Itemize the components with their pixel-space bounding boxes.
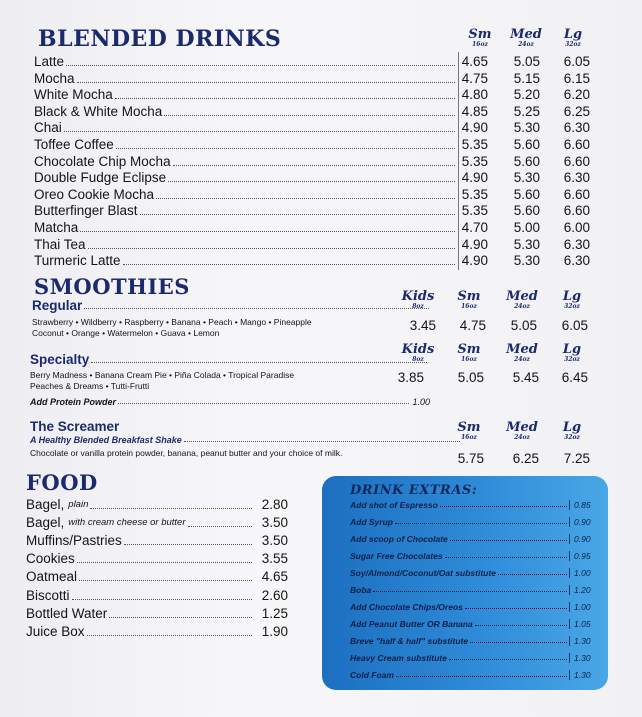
dot-leader xyxy=(79,580,252,581)
dot-leader xyxy=(64,131,455,132)
dot-leader xyxy=(184,441,460,442)
dot-leader xyxy=(470,642,567,643)
menu-item-name: Toffee Coffee xyxy=(34,137,114,152)
extra-item-name: Add Chocolate Chips/Oreos xyxy=(350,602,463,612)
dot-leader xyxy=(116,148,455,149)
menu-item-row xyxy=(34,252,458,269)
regular-sm-price: 4.75 xyxy=(459,318,486,333)
size-label: Sm xyxy=(457,342,481,357)
size-ounces: 16oz xyxy=(461,356,477,363)
price-lg: 6.25 xyxy=(563,103,590,119)
smoothies-title: SMOOTHIES xyxy=(34,274,190,299)
menu-item-name: Thai Tea xyxy=(34,236,86,252)
size-header-med xyxy=(502,421,542,441)
size-header-sm xyxy=(449,343,489,363)
food-item-price: 3.55 xyxy=(261,551,288,567)
size-header-lg xyxy=(552,343,592,363)
size-ounces: 16oz xyxy=(472,41,488,48)
price-sm: 4.80 xyxy=(461,87,488,103)
menu-item-name: Double Fudge Eclipse xyxy=(34,170,167,186)
dot-leader xyxy=(168,181,455,182)
price-med: 5.15 xyxy=(513,70,540,86)
dot-leader xyxy=(188,526,252,527)
extra-item-row xyxy=(350,512,598,527)
extra-item-price: 0.90 xyxy=(569,517,598,527)
menu-item-row xyxy=(34,136,458,153)
extra-item-name: Add Syrup xyxy=(350,517,393,527)
extra-item-price: 1.00 xyxy=(569,602,598,612)
dot-leader xyxy=(123,264,455,265)
regular-flavors-line1: Strawberry • Wildberry • Raspberry • Banana • Peach • Mango • Pineapple xyxy=(32,317,312,327)
extra-item-name: Breve "half & half" substitute xyxy=(350,636,469,646)
dot-leader xyxy=(164,115,455,116)
size-ounces: 24oz xyxy=(514,356,530,363)
extra-item-price: 0.85 xyxy=(569,500,598,510)
dot-leader xyxy=(91,362,427,363)
protein-row xyxy=(30,397,430,407)
extra-item-price: 1.00 xyxy=(569,568,598,578)
price-med: 5.25 xyxy=(513,103,540,119)
food-item-name: Cookies xyxy=(26,551,75,567)
dot-leader xyxy=(124,544,252,545)
screamer-lg-price: 7.25 xyxy=(563,451,590,466)
menu-item-row xyxy=(34,153,458,170)
size-label: Sm xyxy=(457,420,481,435)
extra-item-name: Soy/Almond/Coconut/Oat substitute xyxy=(350,568,496,578)
dot-leader xyxy=(396,676,567,677)
food-item-name: Juice Box xyxy=(26,623,85,639)
extra-item-name: Add Peanut Butter OR Banana xyxy=(350,619,473,629)
regular-smoothie-label xyxy=(32,298,432,313)
price-lg: 6.30 xyxy=(563,236,590,252)
screamer-title: The Screamer xyxy=(30,419,120,434)
extra-item-price: 0.95 xyxy=(569,551,598,561)
food-item-row xyxy=(26,587,288,604)
dot-leader xyxy=(118,403,409,404)
blended-drinks-title: BLENDED DRINKS xyxy=(38,26,282,52)
food-item-name: Muffins/Pastries xyxy=(26,533,122,549)
specialty-lg-price: 6.45 xyxy=(561,370,588,385)
extra-item-row xyxy=(350,580,598,595)
price-lg: 6.60 xyxy=(563,186,590,202)
price-med: 5.60 xyxy=(513,186,540,202)
extra-item-name: Heavy Cream substitute xyxy=(350,653,447,663)
extra-item-price: 1.30 xyxy=(569,636,598,646)
menu-item-row xyxy=(34,86,458,103)
price-sm: 4.70 xyxy=(461,220,488,235)
price-med: 5.60 xyxy=(513,203,540,219)
size-label: Med xyxy=(506,342,538,357)
extra-item-row xyxy=(350,546,598,561)
price-med: 5.30 xyxy=(513,253,540,269)
food-item-price: 2.60 xyxy=(261,587,288,603)
price-med: 5.60 xyxy=(513,137,540,152)
dot-leader xyxy=(449,659,567,660)
size-ounces: 32oz xyxy=(565,41,581,48)
menu-item-name: Turmeric Latte xyxy=(34,253,121,269)
menu-item-name: Black & White Mocha xyxy=(34,103,163,119)
screamer-tagline-row xyxy=(30,435,460,445)
food-item-price: 1.25 xyxy=(261,605,288,621)
extra-item-price: 0.90 xyxy=(569,534,598,544)
price-lg: 6.30 xyxy=(563,253,590,269)
menu-item-name: Matcha xyxy=(34,220,79,235)
dot-leader xyxy=(66,65,455,66)
extra-item-price: 1.30 xyxy=(569,653,598,663)
dot-leader xyxy=(87,635,252,636)
specialty-med-price: 5.45 xyxy=(512,370,539,385)
extra-item-name: Cold Foam xyxy=(350,670,394,680)
dot-leader xyxy=(440,506,567,507)
price-sm: 4.90 xyxy=(461,170,488,186)
price-med: 5.30 xyxy=(513,120,540,136)
price-med: 5.00 xyxy=(513,220,540,235)
extra-item-row xyxy=(350,495,598,510)
screamer-tagline: A Healthy Blended Breakfast Shake xyxy=(30,435,182,445)
protein-price: 1.00 xyxy=(412,397,430,407)
size-header-lg xyxy=(553,28,593,48)
dot-leader xyxy=(90,508,252,509)
price-lg: 6.30 xyxy=(563,170,590,186)
size-label: Med xyxy=(510,27,542,42)
size-label: Lg xyxy=(562,342,582,357)
dot-leader xyxy=(80,231,455,232)
size-label: Lg xyxy=(562,420,582,435)
food-item-price: 1.90 xyxy=(261,623,288,639)
drink-extras-title: DRINK EXTRAS: xyxy=(350,483,478,498)
price-sm: 5.35 xyxy=(461,137,488,152)
extra-item-row xyxy=(350,563,598,578)
food-item-price: 4.65 xyxy=(261,569,288,585)
price-lg: 6.00 xyxy=(563,220,590,235)
size-header-sm xyxy=(460,28,500,48)
food-title: FOOD xyxy=(26,470,98,495)
food-item-row xyxy=(26,568,288,585)
size-ounces: 32oz xyxy=(564,356,580,363)
extra-item-name: Boba xyxy=(350,585,372,595)
menu-item-name: Chocolate Chip Mocha xyxy=(34,153,171,169)
food-item-name: Bottled Water xyxy=(26,605,108,621)
menu-item-row xyxy=(34,202,458,219)
dot-leader xyxy=(77,562,252,563)
dot-leader xyxy=(88,248,455,249)
price-lg: 6.60 xyxy=(563,137,590,152)
specialty-flavors-line1: Berry Madness • Banana Cream Pie • Piña Colada • Tropical Paradise xyxy=(30,370,295,380)
size-label: Lg xyxy=(562,289,582,304)
price-med: 5.30 xyxy=(513,170,540,186)
extra-item-row xyxy=(350,597,598,612)
extra-item-row xyxy=(350,529,598,544)
dot-leader xyxy=(72,599,252,600)
size-ounces: 16oz xyxy=(461,434,477,441)
extra-item-price: 1.20 xyxy=(569,585,598,595)
price-lg: 6.60 xyxy=(563,153,590,169)
price-med: 5.05 xyxy=(513,54,540,69)
menu-item-name: Chai xyxy=(34,120,62,136)
food-item-price: 3.50 xyxy=(261,533,288,549)
menu-item-name: Butterfinger Blast xyxy=(34,203,138,219)
dot-leader xyxy=(475,625,567,626)
price-med: 5.30 xyxy=(513,236,540,252)
dot-leader xyxy=(115,98,455,99)
food-item-note: plain xyxy=(68,499,89,510)
food-item-row xyxy=(26,623,288,640)
screamer-description: Chocolate or vanilla protein powder, banana, peanut butter and your choice of milk. xyxy=(30,448,343,458)
menu-item-name: White Mocha xyxy=(34,87,113,103)
menu-item-row xyxy=(34,119,458,136)
menu-item-name: Oreo Cookie Mocha xyxy=(34,186,155,202)
food-item-name: Oatmeal xyxy=(26,569,78,585)
food-item-row xyxy=(26,605,288,622)
size-header-sm xyxy=(449,290,489,310)
regular-name: Regular xyxy=(32,298,83,313)
price-sm: 4.85 xyxy=(461,103,488,119)
menu-item-row xyxy=(34,53,458,70)
menu-item-row xyxy=(34,236,458,253)
size-label: Kids xyxy=(401,289,435,304)
specialty-kids-price: 3.85 xyxy=(397,370,424,385)
menu-item-row xyxy=(34,103,458,120)
size-ounces: 32oz xyxy=(564,434,580,441)
food-item-name: Biscotti xyxy=(26,587,70,603)
regular-med-price: 5.05 xyxy=(510,318,537,333)
food-item-name: Bagel, xyxy=(26,497,65,512)
price-sm: 4.90 xyxy=(461,236,488,252)
specialty-smoothie-label xyxy=(30,352,430,367)
menu-item-name: Latte xyxy=(34,54,65,69)
dot-leader xyxy=(77,82,455,83)
dot-leader xyxy=(84,308,429,309)
food-item-price: 2.80 xyxy=(261,497,288,512)
dot-leader xyxy=(498,574,567,575)
size-ounces: 24oz xyxy=(518,41,534,48)
food-item-row xyxy=(26,496,288,513)
size-label: Sm xyxy=(457,289,481,304)
size-header-med xyxy=(502,290,542,310)
dot-leader xyxy=(373,591,567,592)
dot-leader xyxy=(109,617,252,618)
menu-item-row xyxy=(34,219,458,236)
price-med: 5.60 xyxy=(513,153,540,169)
price-sm: 4.90 xyxy=(461,253,488,269)
size-label: Sm xyxy=(468,27,492,42)
price-sm: 5.35 xyxy=(461,203,488,219)
price-sm: 4.90 xyxy=(461,120,488,136)
price-sm: 4.65 xyxy=(461,54,488,69)
dot-leader xyxy=(445,557,567,558)
extra-item-row xyxy=(350,631,598,646)
regular-lg-price: 6.05 xyxy=(561,318,588,333)
size-header-lg xyxy=(552,421,592,441)
extra-item-row xyxy=(350,614,598,629)
dot-leader xyxy=(140,214,455,215)
food-item-note: with cream cheese or butter xyxy=(68,517,186,529)
dot-leader xyxy=(465,608,567,609)
price-sm: 5.35 xyxy=(461,153,488,169)
extra-item-price: 1.30 xyxy=(569,670,598,680)
size-header-lg xyxy=(552,290,592,310)
food-item-row xyxy=(26,550,288,567)
size-label: Med xyxy=(506,420,538,435)
dot-leader xyxy=(173,165,455,166)
price-lg: 6.05 xyxy=(563,54,590,69)
protein-label: Add Protein Powder xyxy=(30,397,117,407)
size-header-sm xyxy=(449,421,489,441)
size-ounces: 32oz xyxy=(564,303,580,310)
screamer-med-price: 6.25 xyxy=(512,451,539,466)
size-ounces: 24oz xyxy=(514,434,530,441)
price-lg: 6.30 xyxy=(563,120,590,136)
size-label: Med xyxy=(506,289,538,304)
size-ounces: 8oz xyxy=(412,356,424,363)
menu-item-row xyxy=(34,169,458,186)
size-header-med xyxy=(502,343,542,363)
price-sm: 4.75 xyxy=(461,70,488,86)
menu-item-row xyxy=(34,70,458,87)
menu-item-name: Mocha xyxy=(34,70,75,86)
dot-leader xyxy=(450,540,567,541)
food-item-price: 3.50 xyxy=(261,515,288,531)
extra-item-name: Add shot of Espresso xyxy=(350,500,438,510)
size-label: Kids xyxy=(401,342,435,357)
regular-kids-price: 3.45 xyxy=(409,318,436,333)
extra-item-price: 1.05 xyxy=(569,619,598,629)
price-sm: 5.35 xyxy=(461,186,488,202)
size-ounces: 8oz xyxy=(412,303,424,310)
extra-item-name: Sugar Free Chocolates xyxy=(350,551,443,561)
extra-item-name: Add scoop of Chocolate xyxy=(350,534,448,544)
size-header-med xyxy=(506,28,546,48)
price-lg: 6.20 xyxy=(563,87,590,103)
specialty-flavors-line2: Peaches & Dreams • Tutti-Frutti xyxy=(30,381,150,391)
screamer-sm-price: 5.75 xyxy=(457,451,484,466)
extra-item-row xyxy=(350,665,598,680)
food-item-name: Bagel, xyxy=(26,515,65,531)
price-lg: 6.60 xyxy=(563,203,590,219)
food-item-row xyxy=(26,514,288,531)
food-item-row xyxy=(26,532,288,549)
menu-item-row xyxy=(34,186,458,203)
extra-item-row xyxy=(350,648,598,663)
drink-extras-panel xyxy=(322,476,608,690)
size-ounces: 16oz xyxy=(461,303,477,310)
price-med: 5.20 xyxy=(513,87,540,103)
price-lg: 6.15 xyxy=(563,70,590,86)
dot-leader xyxy=(395,523,567,524)
size-ounces: 24oz xyxy=(514,303,530,310)
specialty-name: Specialty xyxy=(30,352,90,367)
specialty-sm-price: 5.05 xyxy=(457,370,484,385)
size-label: Lg xyxy=(563,27,583,42)
regular-flavors-line2: Coconut • Orange • Watermelon • Guava • Lemon xyxy=(32,328,220,338)
dot-leader xyxy=(156,198,455,199)
